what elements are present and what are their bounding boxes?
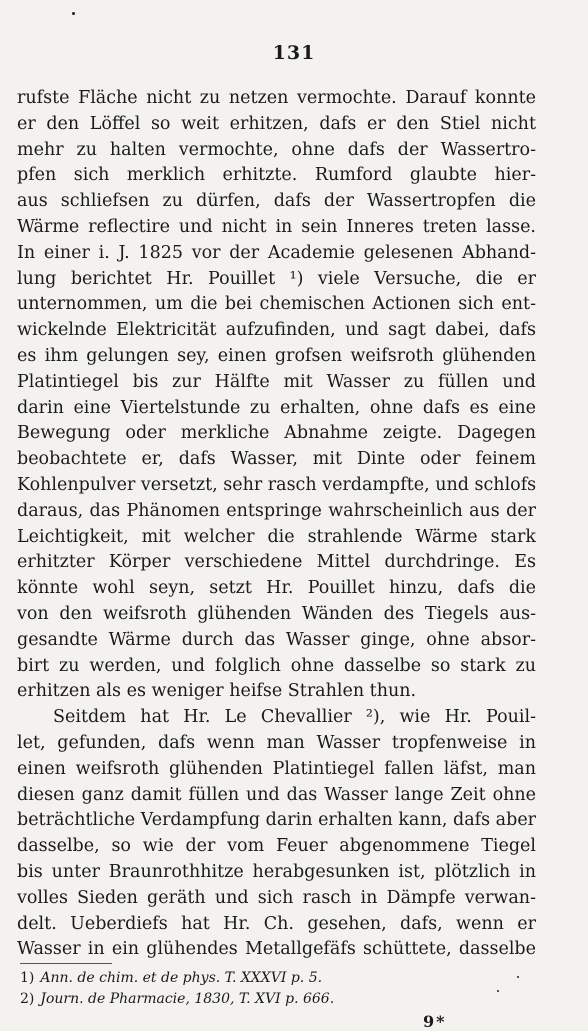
ink-speck xyxy=(517,976,519,978)
footnote-1 xyxy=(20,968,540,989)
text-line: wickelnde Elektricität aufzufinden, und sagt dabei, dafs xyxy=(17,320,536,341)
text-line: daraus, das Phänomen entspringe wahrscheinlich aus der xyxy=(17,500,536,521)
body-text xyxy=(17,86,536,963)
footnote-2 xyxy=(20,989,540,1010)
footnote-text: Journ. de Pharmacie, 1830, T. XVI p. 666. xyxy=(40,991,335,1007)
text-line: dasselbe, so wie der vom Feuer abgenommene Tiegel xyxy=(17,836,536,857)
text-line: könnte wohl seyn, setzt Hr. Pouillet hinzu, dafs die xyxy=(17,578,536,599)
text-line: es ihm gelungen sey, einen grofsen weifsroth glühenden xyxy=(17,345,536,366)
footnote-text: Ann. de chim. et de phys. T. XXXVI p. 5. xyxy=(40,970,323,986)
text-line: aus schliefsen zu dürfen, dafs der Wassertropfen die xyxy=(17,191,536,212)
text-line: beträchtliche Verdampfung darin erhalten kann, dafs aber xyxy=(17,810,536,831)
ink-speck xyxy=(72,12,75,15)
text-line: pfen sich merklich erhitzte. Rumford glaubte hier- xyxy=(17,165,536,186)
paragraph-1 xyxy=(17,86,536,705)
text-line: erhitzen als es weniger heifse Strahlen thun. xyxy=(17,681,417,702)
text-line: gesandte Wärme durch das Wasser ginge, ohne absor- xyxy=(17,629,536,650)
text-line: mehr zu halten vermochte, ohne dafs der Wassertro- xyxy=(17,139,536,160)
text-line: volles Sieden geräth und sich rasch in Dämpfe verwan- xyxy=(17,887,536,908)
page-number: 131 xyxy=(272,42,316,64)
text-line: delt. Ueberdiefs hat Hr. Ch. gesehen, dafs, wenn er xyxy=(17,913,536,934)
signature-mark: 9* xyxy=(423,1012,447,1031)
text-line: bis unter Braunrothhitze herabgesunken ist, plötzlich in xyxy=(17,861,536,882)
text-line: einen weifsroth glühenden Platintiegel fallen läfst, man xyxy=(17,758,536,779)
text-line: beobachtete er, dafs Wasser, mit Dinte oder feinem xyxy=(17,449,536,470)
text-line: Seitdem hat Hr. Le Chevallier ²), wie Hr. Pouil- xyxy=(53,707,536,728)
paragraph-2 xyxy=(17,705,536,963)
footnote-mark: 2) xyxy=(20,991,35,1007)
text-line: birt zu werden, und folglich ohne dasselbe so stark zu xyxy=(17,655,536,676)
text-line: Wärme reflectire und nicht in sein Inneres treten lasse. xyxy=(17,216,536,237)
text-line: Wasser in ein glühendes Metallgefäfs schüttete, dasselbe xyxy=(17,939,536,960)
footnote-mark: 1) xyxy=(20,970,35,986)
text-line: diesen ganz damit füllen und das Wasser lange Zeit ohne xyxy=(17,784,536,805)
text-line: In einer i. J. 1825 vor der Academie gelesenen Abhand- xyxy=(17,242,536,263)
text-line: er den Löffel so weit erhitzen, dafs er den Stiel nicht xyxy=(17,113,536,134)
text-line: let, gefunden, dafs wenn man Wasser tropfenweise in xyxy=(17,732,536,753)
footnote-divider xyxy=(20,963,112,964)
text-line: von den weifsroth glühenden Wänden des Tiegels aus- xyxy=(17,603,536,624)
text-line: unternommen, um die bei chemischen Actionen sich ent- xyxy=(17,294,536,315)
text-line: Platintiegel bis zur Hälfte mit Wasser zu füllen und xyxy=(17,371,536,392)
text-line: Leichtigkeit, mit welcher die strahlende Wärme stark xyxy=(17,526,536,547)
text-line: rufste Fläche nicht zu netzen vermochte. Darauf konnte xyxy=(17,88,536,108)
text-line: lung berichtet Hr. Pouillet ¹) viele Versuche, die er xyxy=(17,268,536,289)
text-line: erhitzter Körper verschiedene Mittel durchdringe. Es xyxy=(17,552,536,573)
text-line: Bewegung oder merkliche Abnahme zeigte. Dagegen xyxy=(17,423,536,444)
text-line: Kohlenpulver versetzt, sehr rasch verdampfte, und schlofs xyxy=(17,474,536,495)
footnotes xyxy=(20,968,540,1010)
text-line: darin eine Viertelstunde zu erhalten, ohne dafs es eine xyxy=(17,397,536,418)
ink-speck xyxy=(497,990,499,992)
